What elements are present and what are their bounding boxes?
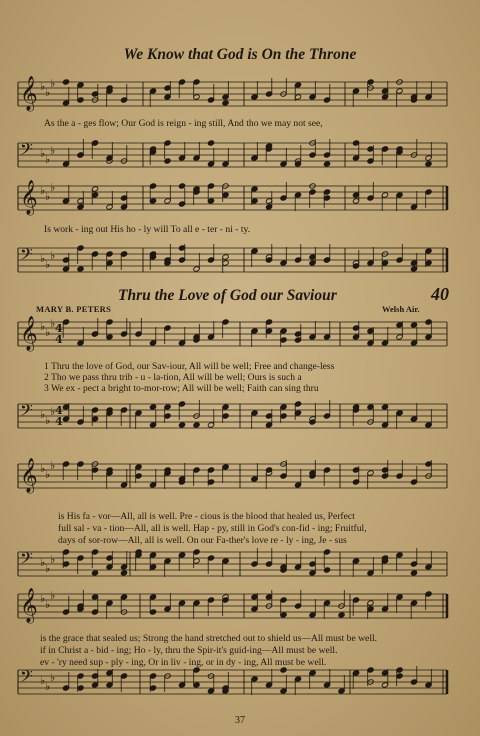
flat-icon: ♭ xyxy=(50,249,56,262)
note-head xyxy=(222,100,229,106)
treble-clef-icon: 𝄞 xyxy=(20,458,38,493)
hymn-tune-name: Welsh Air. xyxy=(382,304,420,314)
flat-icon: ♭ xyxy=(50,77,56,90)
note-head xyxy=(120,251,127,257)
note-head xyxy=(251,248,258,254)
note-head xyxy=(251,328,258,334)
note-head xyxy=(91,331,98,337)
flat-icon: ♭ xyxy=(45,414,51,427)
verse-2-line-3: if in Christ a - bid - ing; Ho - ly, thru the Spir-it's guid-ing—All must be well. xyxy=(40,645,338,656)
flat-icon: ♭ xyxy=(50,405,56,418)
note-head xyxy=(207,140,214,146)
flat-icon: ♭ xyxy=(40,592,46,605)
flat-icon: ♭ xyxy=(40,556,46,569)
note-head xyxy=(410,416,417,422)
bass-clef-icon: 𝄢 xyxy=(20,548,33,572)
bass-clef-icon: 𝄢 xyxy=(20,666,33,690)
time-signature: 4 xyxy=(55,333,63,346)
flat-icon: ♭ xyxy=(50,671,56,684)
page-number: 37 xyxy=(235,715,245,726)
flat-icon: ♭ xyxy=(40,252,46,265)
note-head xyxy=(77,152,84,158)
note-head xyxy=(193,422,200,428)
flat-icon: ♭ xyxy=(45,326,51,339)
flat-icon: ♭ xyxy=(50,553,56,566)
note-head xyxy=(178,422,185,428)
note-head xyxy=(425,161,432,167)
note-head xyxy=(352,558,359,564)
flat-icon: ♭ xyxy=(45,562,51,575)
verse-2-line-1: 2 Tho we pass thru trib - u - la-tion, All will be well; Ours is such a xyxy=(44,372,302,383)
flat-icon: ♭ xyxy=(45,598,51,611)
note-head xyxy=(251,155,258,161)
note-head xyxy=(222,558,229,564)
flat-icon: ♭ xyxy=(40,408,46,421)
hymn-number: 40 xyxy=(431,284,449,304)
flat-icon: ♭ xyxy=(50,589,56,602)
flat-icon: ♭ xyxy=(45,153,51,166)
note-head xyxy=(222,464,229,470)
verse-2-line-2: full sal - va - tion—All, all is well. Hap - py, still in God's con-fid - ing; Fruitful, xyxy=(58,523,367,534)
verse-3-line-2: days of sor-row—All, all is well. On our Fa-ther's love re - ly - ing, Je - sus xyxy=(58,535,347,546)
hymn-author: MARY B. PETERS xyxy=(36,304,112,314)
note-head xyxy=(410,570,417,576)
flat-icon: ♭ xyxy=(40,320,46,333)
bass-clef-icon: 𝄢 xyxy=(20,139,33,163)
note-head xyxy=(251,94,258,100)
flat-icon: ♭ xyxy=(40,80,46,93)
note-head xyxy=(62,79,69,85)
flat-icon: ♭ xyxy=(45,468,51,481)
flat-icon: ♭ xyxy=(50,317,56,330)
flat-icon: ♭ xyxy=(40,674,46,687)
treble-clef-icon: 𝄞 xyxy=(20,316,38,351)
hymn-title-thru-the-love: Thru the Love of God our Saviour xyxy=(118,287,337,304)
flat-icon: ♭ xyxy=(50,459,56,472)
verse-3-line-3: ev - 'ry need sup - ply - ing, Or in liv - ing, or in dy - ing, All must be well. xyxy=(40,657,327,668)
bass-clef-icon: 𝄢 xyxy=(20,244,33,268)
treble-clef-icon: 𝄞 xyxy=(20,588,38,623)
flat-icon: ♭ xyxy=(45,680,51,693)
bass-clef-icon: 𝄢 xyxy=(20,400,33,424)
note-head xyxy=(178,552,185,558)
note-head xyxy=(396,410,403,416)
note-head xyxy=(323,161,330,167)
flat-icon: ♭ xyxy=(50,144,56,157)
flat-icon: ♭ xyxy=(40,147,46,160)
time-signature: 4 xyxy=(55,415,63,428)
verse-1-line-3: is the grace that sealed us; Strong the hand stretched out to shield us—All must be well. xyxy=(40,633,378,644)
note-head xyxy=(338,612,345,618)
flat-icon: ♭ xyxy=(50,181,56,194)
flat-icon: ♭ xyxy=(45,190,51,203)
time-signature: 4 xyxy=(55,322,63,335)
lyric-line: Is work - ing out His ho - ly will To all e - ter - ni - ty. xyxy=(44,224,251,235)
flat-icon: ♭ xyxy=(40,184,46,197)
time-signature: 4 xyxy=(55,404,63,417)
note-head xyxy=(77,266,84,272)
note-head xyxy=(62,198,69,204)
note-head xyxy=(251,476,258,482)
flat-icon: ♭ xyxy=(45,86,51,99)
verse-1-line-1: 1 Thru the love of God, our Sav-iour, All will be well; Free and change-less xyxy=(44,361,335,372)
note-head xyxy=(91,140,98,146)
note-head xyxy=(425,422,432,428)
treble-clef-icon: 𝄞 xyxy=(20,180,38,215)
flat-icon: ♭ xyxy=(40,462,46,475)
hymn-title-we-know: We Know that God is On the Throne xyxy=(123,46,357,63)
verse-3-line-1: 3 We ex - pect a bright to-mor-row; All will be well; Faith can sing thru xyxy=(44,383,319,394)
verse-1-line-2: is His fa - vor—All, all is well. Pre - cious is the blood that healed us, Perfect xyxy=(58,511,355,522)
note-head xyxy=(323,257,330,263)
note-head xyxy=(91,570,98,576)
note-head xyxy=(120,570,127,576)
note-head xyxy=(425,94,432,100)
lyric-line: As the a - ges flow; Our God is reign - ing still, And tho we may not see, xyxy=(44,118,323,129)
note-head xyxy=(178,340,185,346)
flat-icon: ♭ xyxy=(45,258,51,271)
treble-clef-icon: 𝄞 xyxy=(20,76,38,111)
